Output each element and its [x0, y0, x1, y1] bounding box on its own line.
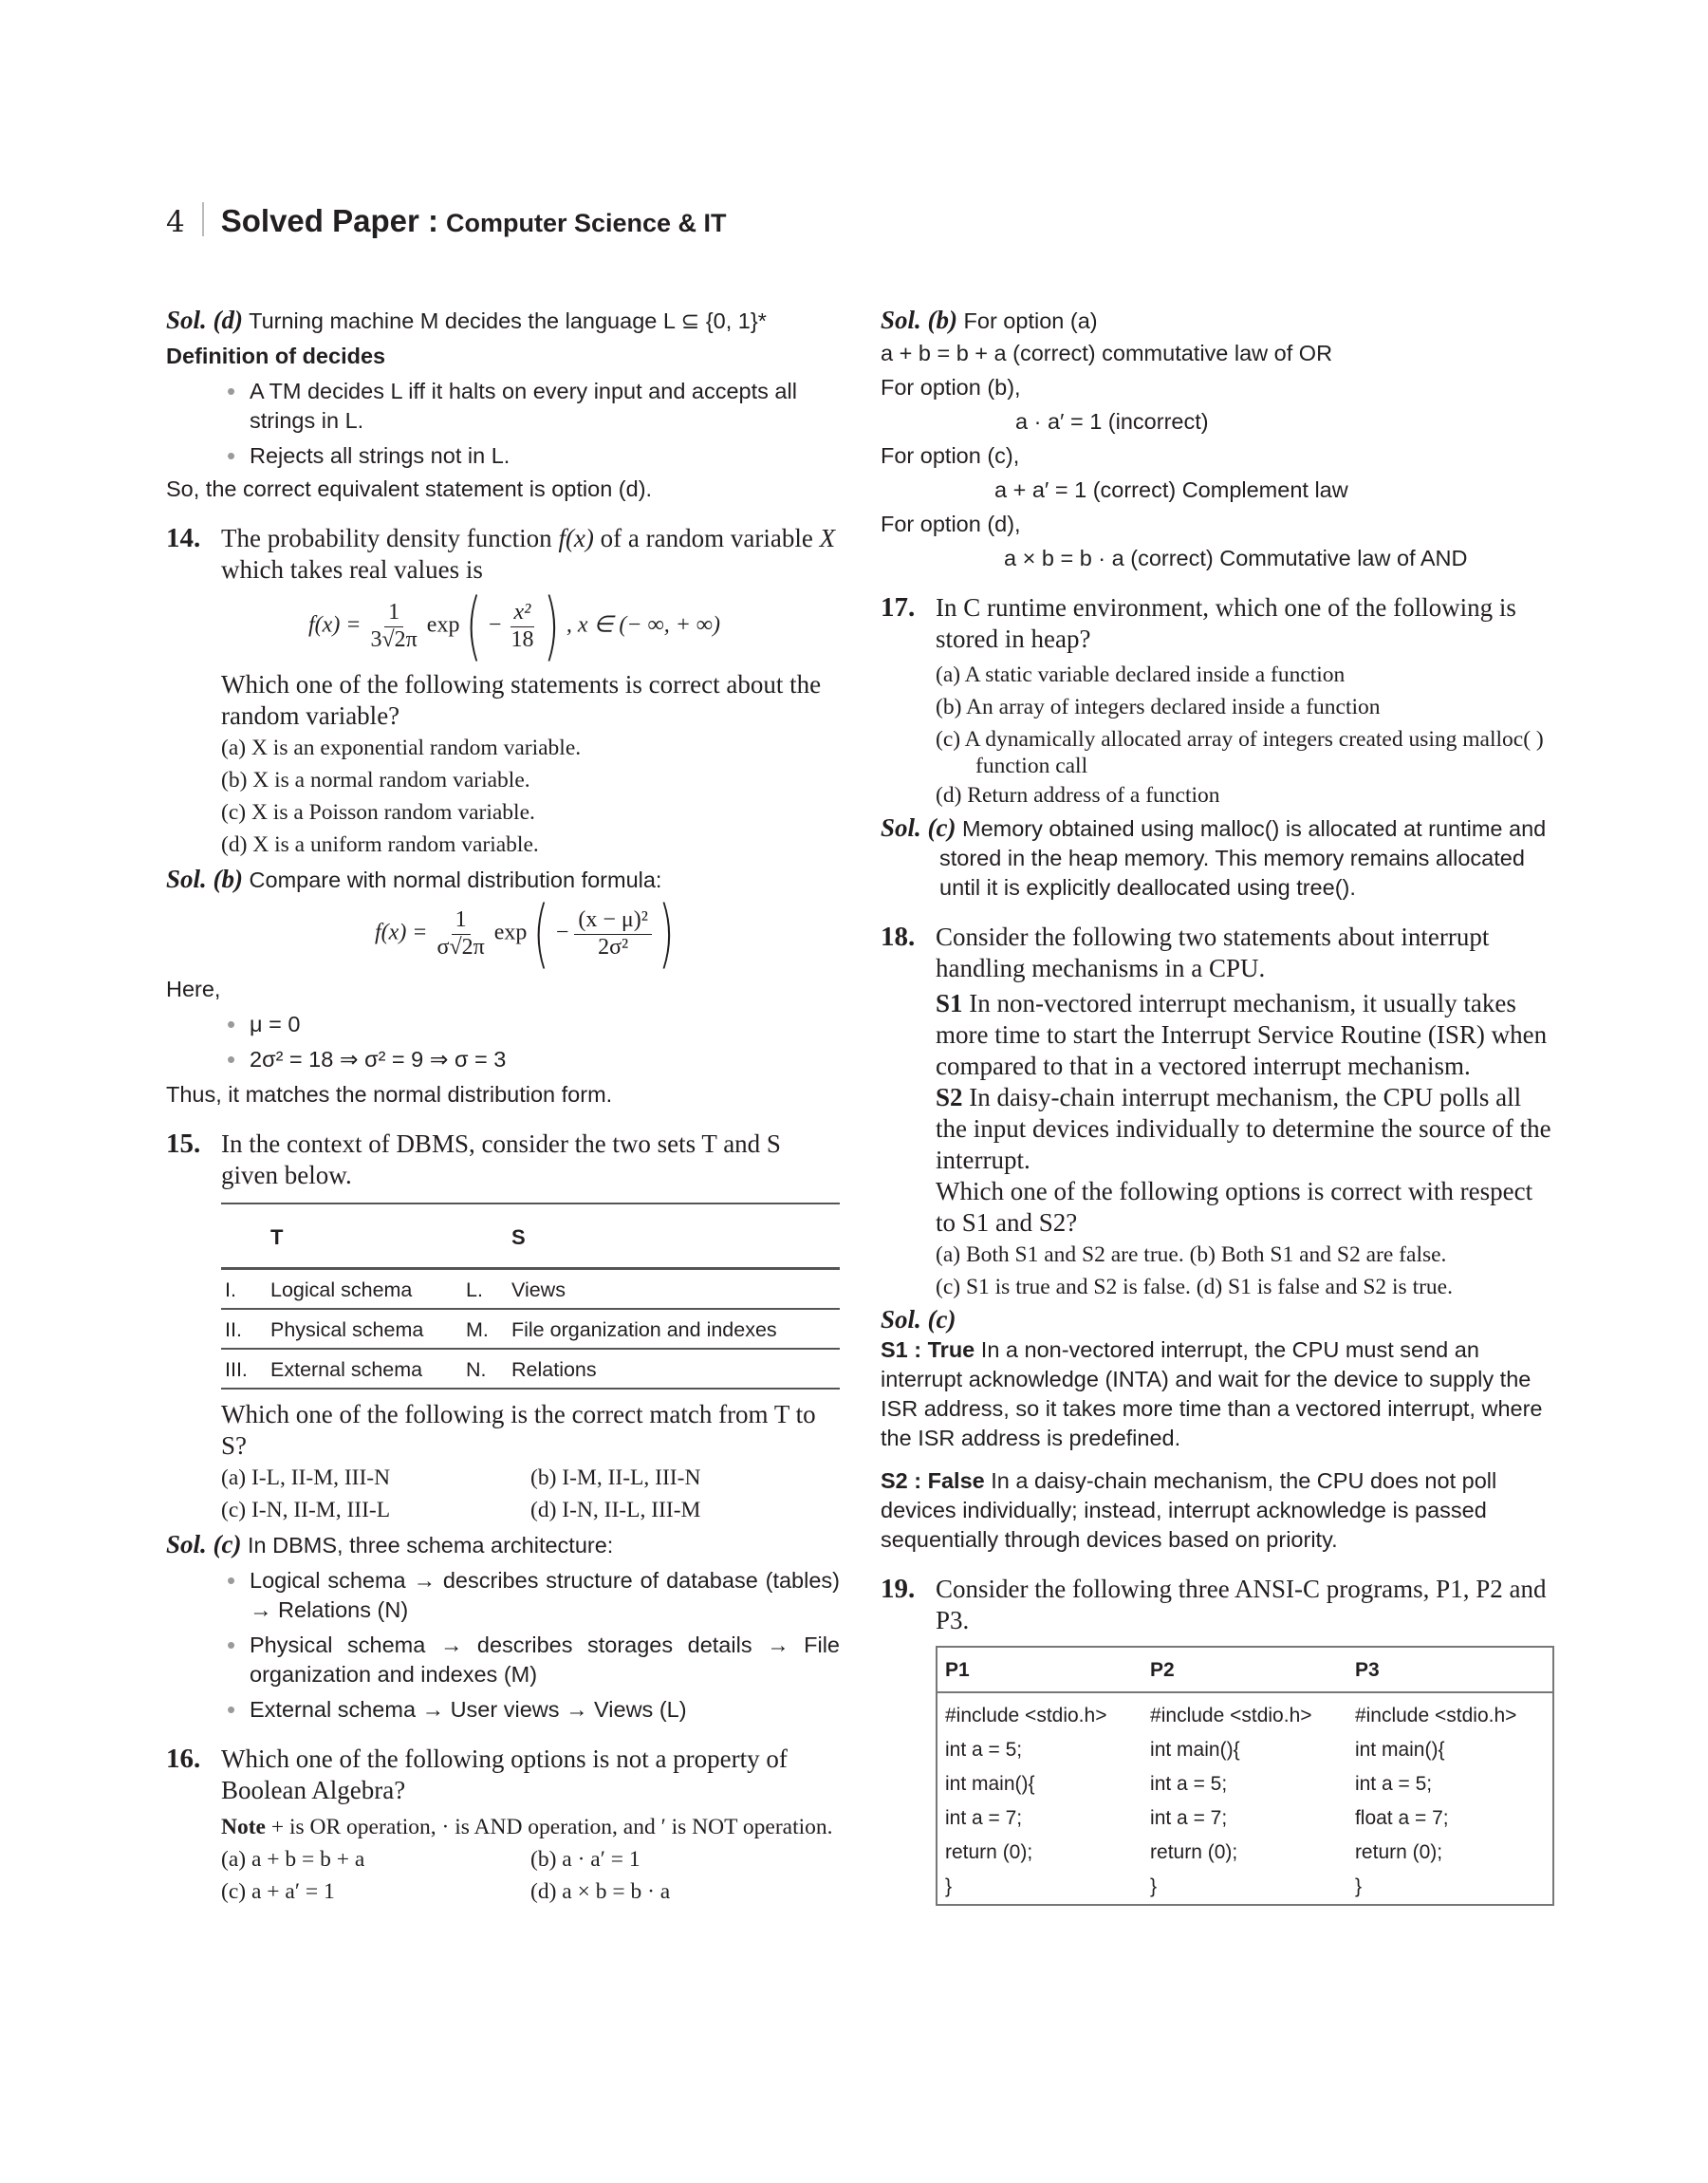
table-row: #include <stdio.h> #include <stdio.h> #include <stdio.h> [945, 1705, 1517, 1726]
solution-label: Sol. (b) [881, 306, 957, 334]
question-15 [166, 1129, 840, 1526]
solution-label: Sol. (c) [881, 1305, 956, 1334]
question-number: 17. [881, 592, 916, 623]
solution-s1: S1 : True In a non-vectored interrupt, the CPU must send an interrupt acknowledge (INTA) and wait for the device to supply the ISR address, so it takes more time than a vectored interrupt, where the ISR address is predefined. [881, 1337, 1543, 1450]
solution-label: Sol. (b) [166, 865, 243, 893]
solution-text: For option (a) [963, 308, 1098, 333]
solution-14 [166, 865, 840, 1110]
options-grid [221, 1462, 840, 1526]
question-number: 14. [166, 523, 201, 553]
page-number: 4 [166, 205, 185, 239]
right-column [881, 306, 1554, 1906]
option-item: (c) a + a′ = 1 [221, 1879, 335, 1904]
table-row: III. External schema N. Relations [221, 1349, 840, 1389]
solution-s2: S2 : False In a daisy-chain mechanism, the CPU does not poll devices individually; instead, interrupt acknowledge is passed sequentially through devices based on priority. [881, 1468, 1497, 1552]
match-table [221, 1203, 840, 1390]
question-17 [881, 592, 1554, 812]
question-text: In the context of DBMS, consider the two sets T and S given below. [221, 1129, 781, 1189]
solution-line: a · a′ = 1 (incorrect) [1015, 409, 1209, 434]
question-number: 15. [166, 1129, 201, 1159]
question-number: 18. [881, 922, 916, 952]
question-text: Consider the following three ANSI-C programs, P1, P2 and P3. [936, 1575, 1547, 1634]
option-item: (d) I-N, II-L, III-M [530, 1498, 701, 1522]
normal-formula: f(x) = $\frac{1}{\sigma√2\pi}$ exp( − $\frac{\text{(x − μ)²}}{\text{2σ²}}$ ) [375, 891, 675, 977]
solution-line: For option (d), [881, 512, 1021, 536]
question-prompt: Which one of the following options is correct with respect to S1 and S2? [936, 1177, 1533, 1237]
option-item: (d) Return address of a function [936, 783, 1220, 808]
header-title: Solved Paper : [220, 203, 438, 238]
question-14 [166, 523, 840, 861]
solution-line: For option (c), [881, 443, 1020, 468]
bullet-item: • Rejects all strings not in L. [225, 441, 840, 471]
solution-text: Memory obtained using malloc() is allocated at runtime and stored in the heap memory. This memory remains allocated until it is explicitly deallocated using tree(). [939, 816, 1547, 900]
question-text: Consider the following two statements about interrupt handling mechanisms in a CPU. [936, 923, 1490, 982]
programs-table [936, 1646, 1554, 1906]
question-prompt: Which one of the following statements is correct about the random variable? [221, 670, 822, 730]
question-number: 16. [166, 1744, 201, 1774]
solution-15 [166, 1530, 840, 1725]
option-item: (c) I-N, II-M, III-L [221, 1498, 391, 1522]
bullet-item: • A TM decides L iff it halts on every input and accepts all strings in L. [225, 377, 840, 436]
table-row: int a = 7; int a = 7; float a = 7; [945, 1807, 1449, 1829]
statement-s2: S2 In daisy-chain interrupt mechanism, the CPU polls all the input devices individually to determine the source of the interrupt. [936, 1083, 1551, 1174]
solution-label: Sol. (d) [166, 306, 243, 334]
option-item: (b) X is a normal random variable. [221, 768, 530, 793]
solution-conclusion: So, the correct equivalent statement is option (d). [166, 476, 653, 501]
page-header [166, 197, 727, 239]
table-row: I. Logical schema L. Views [221, 1269, 840, 1310]
solution-line: For option (b), [881, 375, 1021, 400]
option-item: (c) A dynamically allocated array of integers created using malloc( ) function call [936, 727, 1544, 778]
option-item: (b) I-M, II-L, III-N [530, 1465, 701, 1490]
question-number: 19. [881, 1574, 916, 1604]
table-row: int main(){ int a = 5; int a = 5; [945, 1773, 1433, 1795]
header-subtitle: Computer Science & IT [445, 209, 727, 237]
option-item: (c) S1 is true and S2 is false. (d) S1 is false and S2 is true. [936, 1275, 1453, 1299]
solution-text: In DBMS, three schema architecture: [248, 1533, 614, 1558]
table-header-row: P1 P2 P3 [937, 1647, 1553, 1692]
solution-line: a + b = b + a (correct) commutative law of OR [881, 341, 1333, 365]
solution-line: a × b = b · a (correct) Commutative law of AND [1004, 546, 1468, 570]
note: Note + is OR operation, · is AND operation, and ′ is NOT operation. [221, 1815, 833, 1839]
option-item: (a) I-L, II-M, III-N [221, 1465, 391, 1490]
question-text: In C runtime environment, which one of the following is stored in heap? [936, 593, 1516, 653]
solution-18 [881, 1305, 1554, 1555]
table-row: II. Physical schema M. File organization and indexes [221, 1309, 840, 1349]
solution-conclusion: Thus, it matches the normal distribution form. [166, 1082, 613, 1107]
option-item: (b) a · a′ = 1 [530, 1847, 640, 1872]
solution-label: Sol. (c) [166, 1530, 242, 1558]
solution-17 [881, 813, 1554, 903]
bullet-item: • 2σ² = 18 ⇒ σ² = 9 ⇒ σ = 3 [225, 1045, 840, 1074]
options-grid [221, 1843, 840, 1908]
table-row: } } } [945, 1875, 1362, 1897]
option-item: (a) Both S1 and S2 are true. (b) Both S1 and S2 are false. [936, 1242, 1447, 1267]
solution-16 [881, 306, 1554, 575]
option-item: (a) A static variable declared inside a function [936, 662, 1346, 687]
solution-label: Sol. (c) [881, 813, 956, 842]
bullet-item: • External schema → User views → Views (L) [225, 1695, 840, 1725]
solution-13 [166, 306, 840, 504]
bullet-item: • Logical schema → describes structure of database (tables) → Relations (N) [225, 1566, 840, 1625]
question-prompt: Which one of the following is the correct match from T to S? [221, 1400, 816, 1460]
option-item: (d) X is a uniform random variable. [221, 832, 539, 857]
left-column [166, 306, 840, 1908]
bullet-item: • Physical schema → describes storages details → File organization and indexes (M) [225, 1631, 840, 1689]
table-header-cell: T [267, 1203, 462, 1269]
bullet-item: • μ = 0 [225, 1010, 840, 1039]
solution-text: Compare with normal distribution formula: [249, 868, 662, 892]
definition-heading: Definition of decides [166, 344, 386, 368]
option-item: (c) X is a Poisson random variable. [221, 800, 535, 825]
option-item: (d) a × b = b · a [530, 1879, 671, 1904]
header-divider [202, 202, 204, 236]
question-text: Which one of the following options is not a property of Boolean Algebra? [221, 1745, 788, 1804]
question-18 [881, 922, 1554, 1303]
question-16 [166, 1744, 840, 1908]
statement-s1: S1 In non-vectored interrupt mechanism, it usually takes more time to start the Interrupt Service Routine (ISR) when compared to that in a vectored interrupt mechanism. [936, 989, 1548, 1080]
table-row: return (0); return (0); return (0); [945, 1841, 1443, 1863]
option-item: (a) X is an exponential random variable. [221, 736, 582, 760]
table-row: int a = 5; int main(){ int main(){ [945, 1739, 1445, 1761]
table-header-cell: S [508, 1203, 840, 1269]
question-text: The probability density function f(x) of a random variable X which takes real values is [221, 524, 836, 584]
solution-line: a + a′ = 1 (correct) Complement law [994, 477, 1348, 502]
option-item: (a) a + b = b + a [221, 1847, 365, 1872]
table-header-row [221, 1203, 840, 1269]
solution-text: Turning machine M decides the language L ⊆ {0, 1}* [249, 308, 767, 333]
here-label: Here, [166, 977, 221, 1001]
pdf-formula: f(x) = $\frac{1}{3√2\pi}$ exp( − $\frac{\text{x²}}{18}$ ) , x ∈ (− ∞, + ∞) [308, 584, 721, 669]
question-19 [881, 1574, 1554, 1906]
option-item: (b) An array of integers declared inside a function [936, 695, 1381, 719]
